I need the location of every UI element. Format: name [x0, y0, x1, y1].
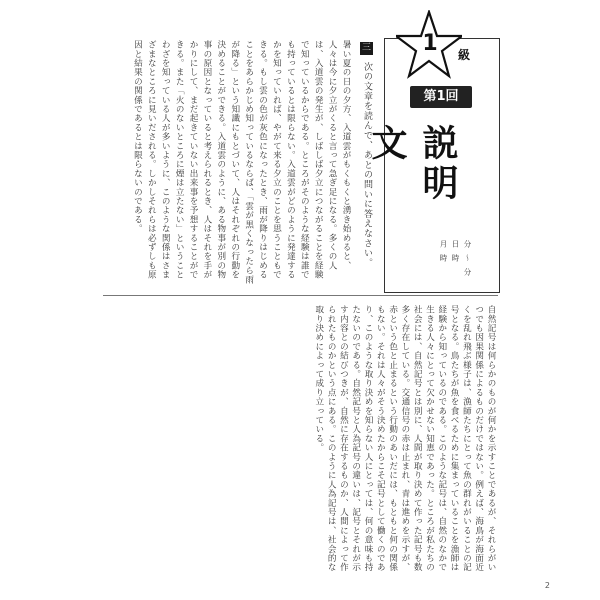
section-divider	[103, 295, 498, 296]
passage-lower: 自然記号は何らかのものが何かを示すことであるが、それらがいつでも因果関係によるものだけではない。例えば、海鳥が海面近くを乱れ飛ぶ様子は、漁師たちにとって魚の群れがいることの記号となる。鳥たちが魚を食べるために集まっていることを漁師は経験から知っているのである。このような記号は、自然のなかで生きる人々にとって欠かせない知恵であった。ところが私たちの社会には、自然記号とは別に、人間が取り決めて作った記号も数多く存在している。交通信号の赤は止まれ、青は進めを示すが、赤という色と止まるという行動のあいだには、もともと何の関係もない。それは人々がそう決めたからこそ記号として働くのであり、このような取り決めを知らない人にとっては、何の意味も持たないのである。自然記号と人為記号の違いは、記号とそれが示す内容との結びつきが、自然に存在するものか、人間によって作られたものかという点にある。このように人為記号は、社会的な取り決めによって成り立っている。	[313, 305, 496, 572]
passage-upper: 暑い夏の日の夕方、入道雲がもくもくと湧き始めると、人々は今に夕立がくると言って急ぎ足になる。多くの人は、入道雲の発生が、しばしば夕立につながることを経験で知っているからである。ところがそのような経験は誰でも持っているとは限らない。入道雲がどのように発達するかを知っていれば、やがて来る夕立のことを思うこともできる。もし雲の色が灰色になったとき、雨が降りはじめることをあらかじめ知っているならば、「雲が黒くなったら雨が降る」という知識にもとづいて、人はそれぞれの行動を決めることができる。入道雲のように、ある物事が別の物事の原因となっていると考えられるとき、人はそれを手がかりにして、まだ起きていない出来事を予想することができる。また「火のないところに煙は立たない」ということわざを知っている人が多いように、このような関係はさまざまなところに見いだされる。しかしそれらは必ずしも原因と結果の関係であるとは限らないのである。	[132, 40, 351, 285]
question-instruction: 次の文章を読んで、あとの問いに答えなさい。	[362, 62, 372, 268]
level-label: 級	[458, 48, 471, 62]
date-day-field: 日 時	[451, 240, 460, 264]
date-start-field: 分 〜 分	[463, 240, 472, 278]
level-number: 1	[422, 31, 438, 56]
page-number: 2	[544, 581, 550, 590]
question-number-badge: 三	[361, 43, 371, 53]
page-title: 説明文	[366, 124, 459, 204]
round-label: 第1回	[410, 86, 472, 108]
date-month-field: 月 時	[439, 240, 448, 264]
